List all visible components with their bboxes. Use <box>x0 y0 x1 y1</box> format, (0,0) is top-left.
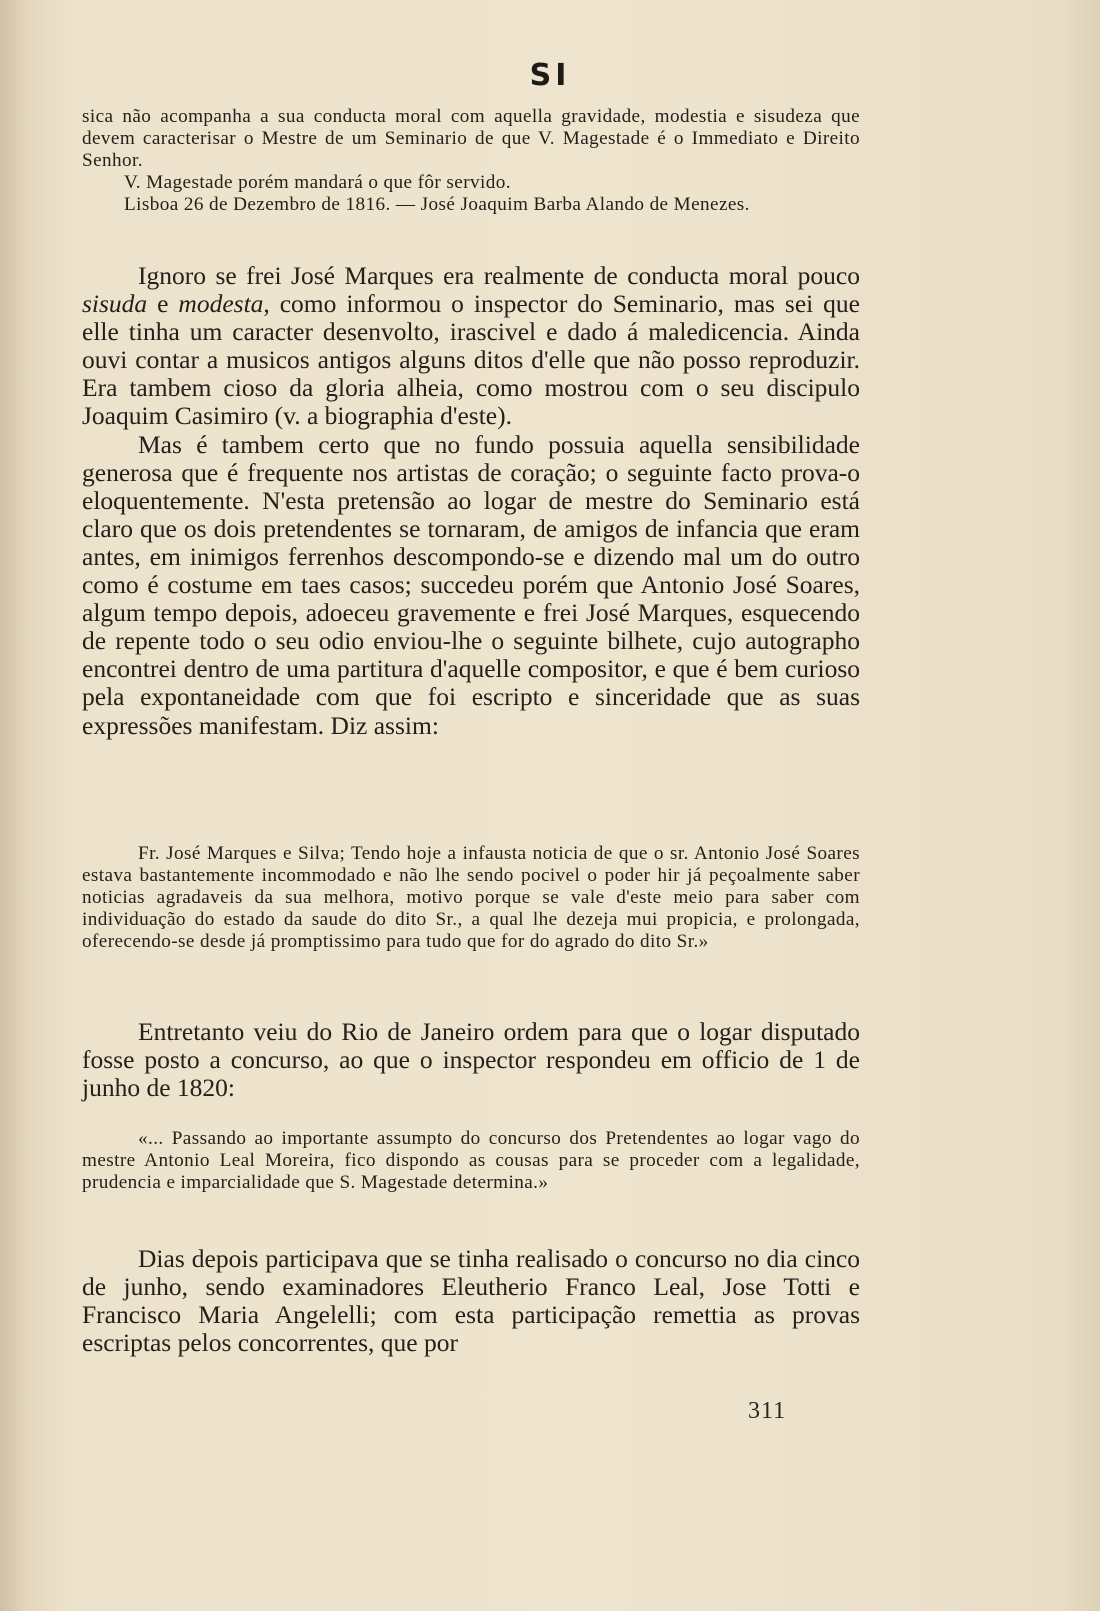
letter-signature: Lisboa 26 de Dezembro de 1816. — José Joaquim Barba Alando de Menezes. <box>124 194 750 215</box>
body-text-run: Ignoro se frei José Marques era realmente de conducta moral pouco <box>138 261 860 290</box>
body-text-2 <box>82 1018 860 1102</box>
body-paragraph <box>82 262 860 431</box>
body-text-run: , como informou o inspector do Seminario, mas sei que elle tinha um caracter desenvolto, irascivel e dado á maledicencia. Ainda ouvi contar a musicos antigos alguns ditos d'elle que não posso reproduzir. Era tambem cioso da gloria alheia, como mostrou com o seu discipulo Joaquim Casimiro (v. a biographia d'este). <box>82 289 860 431</box>
body-text-3 <box>82 1245 860 1357</box>
body-paragraph: Mas é tambem certo que no fundo possuia aquella sensibilidade generosa que é frequente nos artistas de coração; o seguinte facto prova-o eloquentemente. N'esta pretensão ao logar de mestre do Seminario está claro que os dois pretendentes se tornaram, de amigos de infancia que eram antes, em inimigos ferrenhos descompondo-se e dizendo mal um do outro como é costume em taes casos; succedeu porém que Antonio José Soares, algum tempo depois, adoeceu gravemente e frei José Marques, esquecendo de repente todo o seu odio enviou-lhe o seguinte bilhete, cujo autographo encontrei dentro de uma partitura d'aquelle compositor, e que é bem curioso pela expontaneidade com que foi escripto e sinceridade que as suas expressões manifestam. Diz assim: <box>82 429 860 740</box>
letter-closing-paragraph: sica não acompanha a sua conducta moral com aquella gravidade, modestia e sisudeza que devem caracterisar o Mestre de um Seminario de que V. Magestade é o Immediato e Direito Senhor. <box>82 106 860 171</box>
letter-closing <box>82 106 860 216</box>
quoted-official-letter: «... Passando ao importante assumpto do concurso dos Pretendentes ao logar vago do mestre Antonio Leal Moreira, fico dispondo as cousas para se proceder com a legalidade, prudencia e imparcialidade que S. Magestade determina.» <box>82 1128 860 1193</box>
body-paragraph: Entretanto veiu do Rio de Janeiro ordem para que o logar disputado fosse posto a concurso, ao que o inspector respondeu em officio de 1 de junho de 1820: <box>82 1017 860 1103</box>
running-header: SI <box>529 58 571 93</box>
letter-closing-line: V. Magestade porém mandará o que fôr servido. <box>124 172 511 193</box>
note-quote <box>82 843 860 953</box>
body-paragraph: Dias depois participava que se tinha realisado o concurso no dia cinco de junho, sendo examinadores Eleutherio Franco Leal, Jose Totti e Francisco Maria Angelelli; com esta participação remettia as provas escriptas pelos concorrentes, que por <box>82 1244 860 1358</box>
italic-word: modesta <box>178 289 264 319</box>
page-number: 311 <box>748 1398 787 1424</box>
italic-word: sisuda <box>82 289 148 319</box>
official-quote <box>82 1128 860 1194</box>
body-text-run: e <box>147 289 179 319</box>
body-text-1 <box>82 262 860 740</box>
quoted-note: Fr. José Marques e Silva; Tendo hoje a infausta noticia de que o sr. Antonio José Soares estava bastantemente incommodado e não lhe sendo pocivel o poder hir já peçoalmente saber noticias agradaveis da sua melhora, motivo porque se vale d'este meio para saber com individuação do estado da saude do dito Sr., a qual lhe dezeja mui propicia, e prolongada, oferecendo-se desde já promptissimo para tudo que for do agrado do dito Sr.» <box>82 843 860 952</box>
